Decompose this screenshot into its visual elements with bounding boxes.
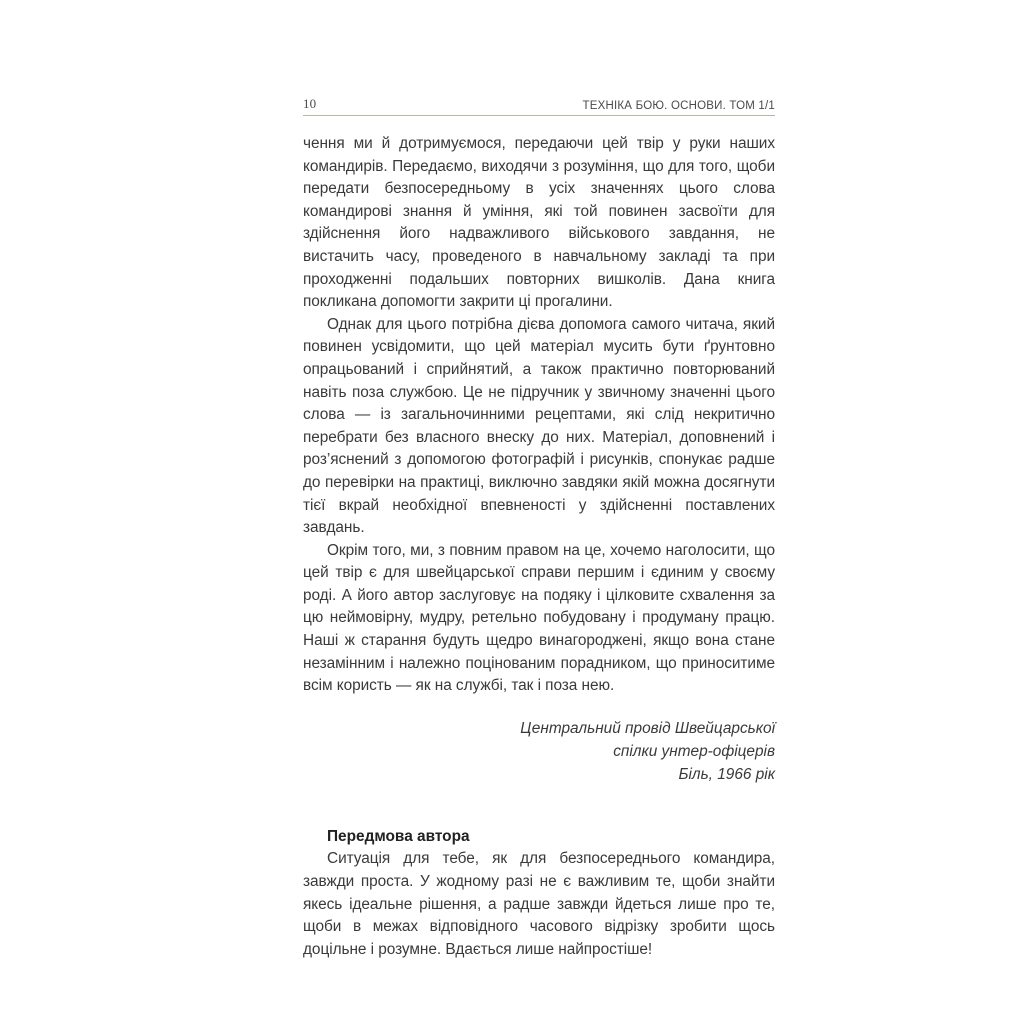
section-heading-author-preface: Передмова автора (327, 827, 470, 845)
book-page (303, 92, 775, 961)
signature-block (303, 717, 775, 786)
signature-line-place-date: Біль, 1966 рік (678, 765, 775, 783)
page-body (303, 133, 775, 961)
page-number: 10 (303, 96, 317, 111)
signature-line-organization: Центральний провід Швейцарської (520, 719, 775, 737)
paragraph-acknowledgement: Окрім того, ми, з повним правом на це, хочемо наголосити, що цей твір є для швейцарської справи першим і єдиним у своєму роді. А його автор заслуговує на подяку і цілковите схвалення за цю неймовірну, мудру, ретельно побудовану і продуману працю. Наші ж старання будуть щедро винагороджені, якщо вона стане незамінним і належно поцінованим порадником, що приноситиме всім користь — як на службі, так і поза нею. (303, 541, 775, 695)
paragraph-author-preface: Ситуація для тебе, як для безпосереднього командира, завжди проста. У жодному разі не є важливим те, щоби знайти якесь ідеальне рішення, а радше завжди йдеться лише про те, щоби в межах відповідного часового відрізку зробити щось доцільне і розумне. Вдається лише найпростіше! (303, 850, 775, 958)
running-head (303, 92, 775, 116)
book-title: ТЕХНІКА БОЮ. ОСНОВИ. ТОМ 1/1 (582, 100, 775, 112)
signature-line-union: спілки унтер-офіцерів (613, 742, 775, 760)
paragraph-continuation: чення ми й дотримуємося, передаючи цей твір у руки наших командирів. Передаємо, виходячи з розуміння, що для того, щоби передати безпосередньому в усіх значеннях цього слова командирові знання й уміння, які той повинен засвоїти для здійснення його надважливого військового завдання, не вистачить часу, проведеного в навчальному закладі та при проходженні подальших повторних вишколів. Дана книга покликана допомогти закрити ці прогалини. (303, 135, 775, 311)
paragraph-reader-help: Однак для цього потрібна дієва допомога самого читача, який повинен усвідомити, що цей матеріал мусить бути ґрунтовно опрацьований і сприйнятий, а також практично повторюваний навіть поза службою. Це не підручник у звичному значенні цього слова — із загальночинними рецептами, які слід некритично перебрати без власного внеску до них. Матеріал, доповнений і роз’яснений з допомогою фотографій і рисунків, спонукає радше до перевірки на практиці, виключно завдяки якій можна досягнути тієї вкрай необхідної впевненості у здійсненні поставлених завдань. (303, 315, 775, 537)
